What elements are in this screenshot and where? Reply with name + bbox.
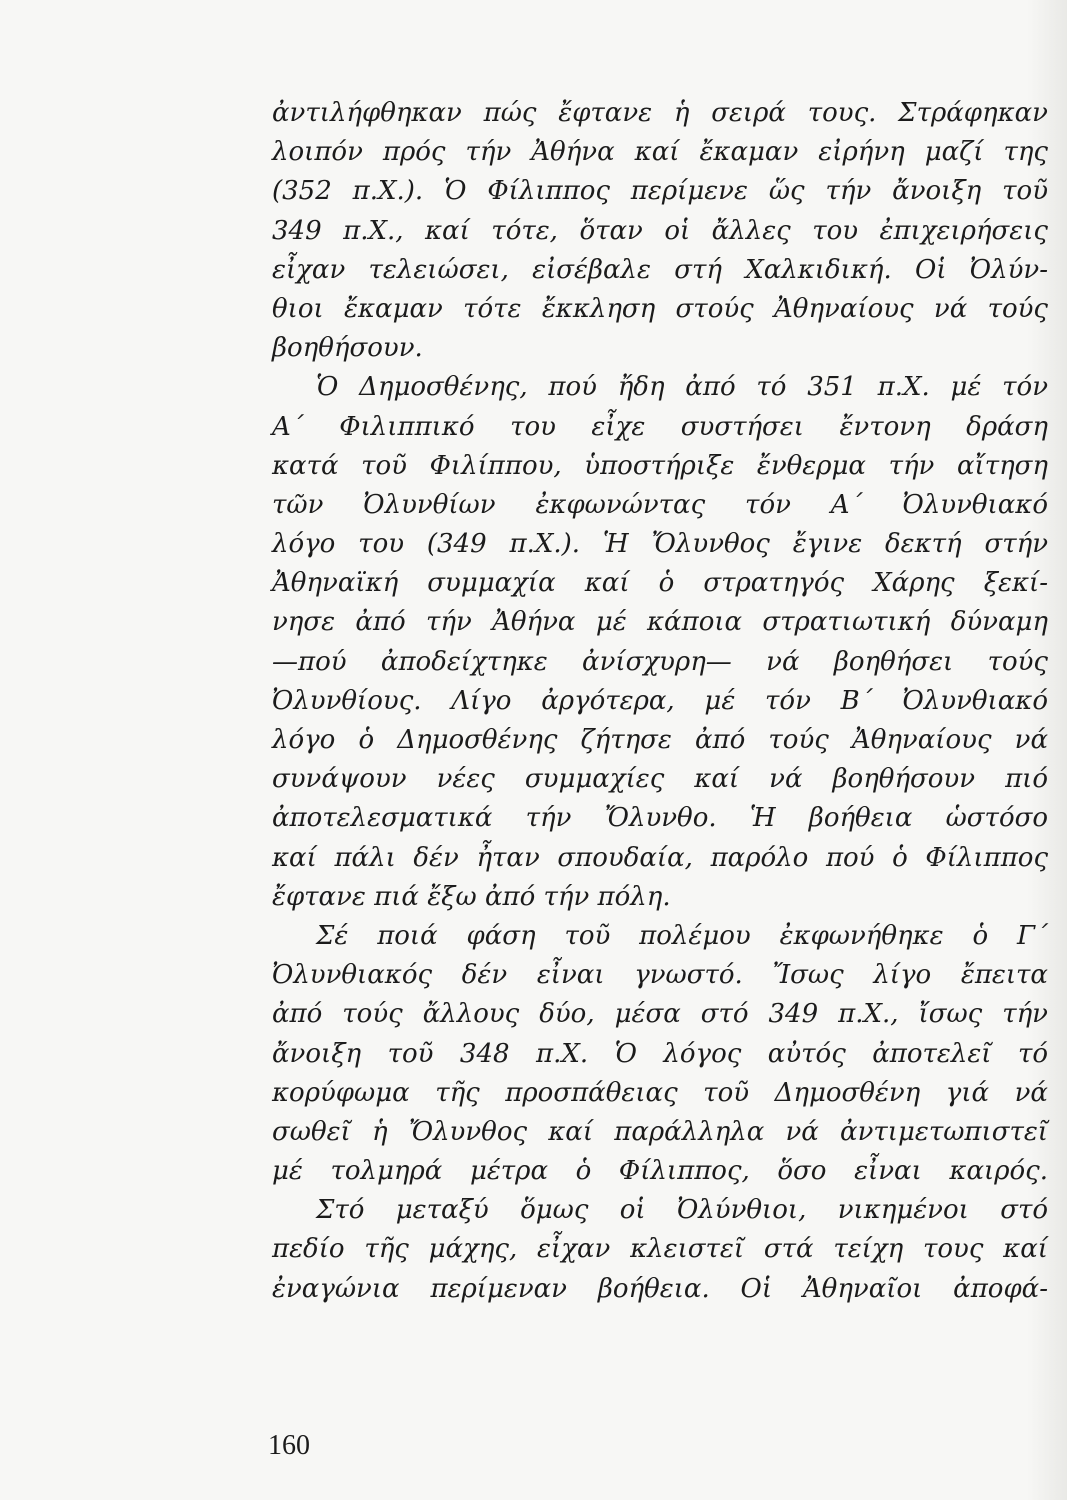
text-line: εἶχαν τελειώσει, εἰσέβαλε στή Χαλκιδική. Οἱ Ὀλύν-: [272, 254, 1048, 285]
text-line: Α΄ Φιλιππικό του εἶχε συστήσει ἔντονη δράση: [272, 411, 1048, 442]
text-line: λοιπόν πρός τήν Ἀθήνα καί ἔκαμαν εἰρήνη μαζί της: [272, 137, 1048, 168]
text-line: τῶν Ὀλυνθίων ἐκφωνώντας τόν Α΄ Ὀλυνθιακό: [272, 489, 1048, 520]
text-line: —πού ἀποδείχτηκε ἀνίσχυρη— νά βοηθήσει τούς: [272, 646, 1048, 677]
text-line: κορύφωμα τῆς προσπάθειας τοῦ Δημοσθένη γιά νά: [272, 1077, 1048, 1108]
text-line: μέ τολμηρά μέτρα ὁ Φίλιππος, ὅσο εἶναι καιρός.: [272, 1156, 1048, 1187]
text-line: ἔφτανε πιά ἔξω ἀπό τήν πόλη.: [272, 881, 671, 912]
text-line: Ἀθηναϊκή συμμαχία καί ὁ στρατηγός Χάρης ξεκί-: [272, 568, 1048, 599]
text-line: Ὀλυνθιακός δέν εἶναι γνωστό. Ἴσως λίγο ἔπειτα: [272, 960, 1048, 991]
text-line: (352 π.Χ.). Ὁ Φίλιππος περίμενε ὥς τήν ἄνοιξη τοῦ: [272, 176, 1048, 207]
text-line: θιοι ἔκαμαν τότε ἔκκληση στούς Ἀθηναίους νά τούς: [272, 293, 1048, 324]
text-line: ἀποτελεσματικά τήν Ὄλυνθο. Ἡ βοήθεια ὡστόσο: [272, 803, 1048, 834]
text-line: συνάψουν νέες συμμαχίες καί νά βοηθήσουν πιό: [272, 764, 1048, 795]
text-line: Στό μεταξύ ὅμως οἱ Ὀλύνθιοι, νικημένοι στό: [316, 1195, 1048, 1226]
text-line: πεδίο τῆς μάχης, εἶχαν κλειστεῖ στά τείχη τους καί: [272, 1234, 1048, 1265]
text-line: ἐναγώνια περίμεναν βοήθεια. Οἱ Ἀθηναῖοι ἀποφά-: [272, 1273, 1048, 1304]
text-line: νησε ἀπό τήν Ἀθήνα μέ κάποια στρατιωτική δύναμη: [272, 607, 1048, 638]
page-number: 160: [268, 1430, 310, 1461]
text-line: Ὀλυνθίους. Λίγο ἀργότερα, μέ τόν Β΄ Ὀλυνθιακό: [272, 685, 1048, 716]
text-line: σωθεῖ ἡ Ὄλυνθος καί παράλληλα νά ἀντιμετωπιστεῖ: [272, 1116, 1048, 1147]
text-line: 349 π.Χ., καί τότε, ὅταν οἱ ἄλλες του ἐπιχειρήσεις: [272, 215, 1048, 246]
text-line: ἄνοιξη τοῦ 348 π.Χ. Ὁ λόγος αὐτός ἀποτελεῖ τό: [272, 1038, 1048, 1069]
text-line: καί πάλι δέν ἦταν σπουδαία, παρόλο πού ὁ Φίλιππος: [272, 842, 1048, 873]
body-text: [272, 94, 1048, 1309]
text-line: κατά τοῦ Φιλίππου, ὑποστήριξε ἔνθερμα τήν αἴτηση: [272, 450, 1048, 481]
text-line: λόγο του (349 π.Χ.). Ἡ Ὄλυνθος ἔγινε δεκτή στήν: [272, 529, 1048, 560]
text-line: βοηθήσουν.: [272, 333, 423, 364]
text-line: Ὁ Δημοσθένης, πού ἤδη ἀπό τό 351 π.Χ. μέ τόν: [316, 372, 1048, 403]
text-line: λόγο ὁ Δημοσθένης ζήτησε ἀπό τούς Ἀθηναίους νά: [272, 725, 1048, 755]
text-line: Σέ ποιά φάση τοῦ πολέμου ἐκφωνήθηκε ὁ Γ΄: [316, 920, 1048, 951]
text-line: ἀντιλήφθηκαν πώς ἔφτανε ἡ σειρά τους. Στράφηκαν: [272, 98, 1048, 128]
text-line: ἀπό τούς ἄλλους δύο, μέσα στό 349 π.Χ., ἴσως τήν: [272, 999, 1048, 1030]
